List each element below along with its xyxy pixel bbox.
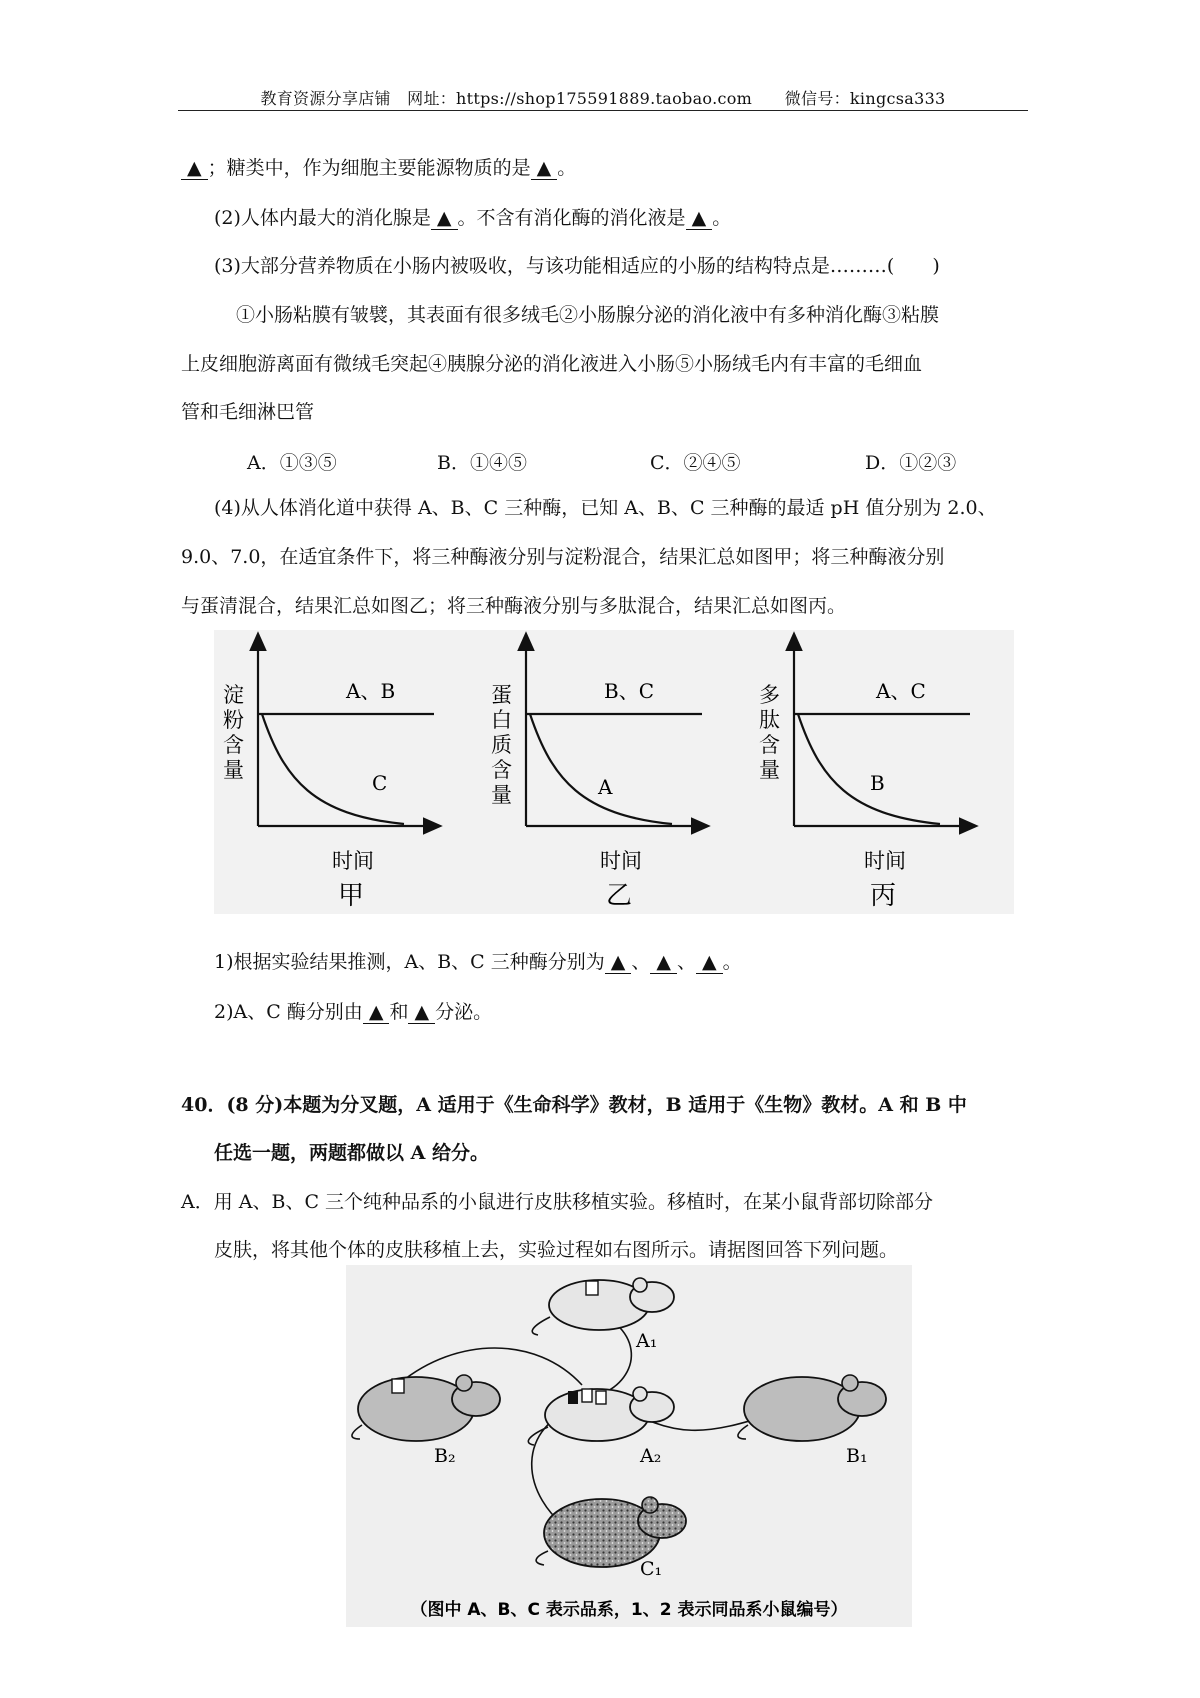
question-text: ；糖类中，作为细胞主要能源物质的是 — [207, 157, 531, 179]
question-4-line: 9.0、7.0，在适宜条件下，将三种酶液分别与淀粉混合，结果汇总如图甲；将三种酶液分别 — [181, 546, 945, 568]
x-axis-label: 时间 — [332, 849, 374, 873]
question-4-line: 与蛋清混合，结果汇总如图乙；将三种酶液分别与多肽混合，结果汇总如图丙。 — [181, 595, 847, 617]
question-3-option-text: ①小肠粘膜有皱襞，其表面有很多绒毛②小肠腺分泌的消化液中有多种消化酶③粘膜 — [236, 304, 940, 326]
question-text: (2)人体内最大的消化腺是 — [214, 207, 431, 229]
answer-blank: ▲ — [531, 157, 558, 180]
answer-blank: ▲ — [408, 1001, 435, 1024]
choice-c: C．②④⑤ — [650, 452, 741, 474]
question-text: 。 — [557, 157, 577, 179]
question-40a-line: 皮肤，将其他个体的皮肤移植上去，实验过程如右图所示。请据图回答下列问题。 — [214, 1239, 899, 1261]
label-b1: B₁ — [846, 1445, 868, 1467]
label-b2: B₂ — [434, 1445, 456, 1467]
curve-label: A — [598, 775, 613, 799]
sub-question-1 — [214, 950, 742, 974]
question-text: 。 — [722, 951, 742, 973]
question-text: 2)A、C 酶分别由 — [214, 1001, 363, 1023]
graph-name: 乙 — [606, 881, 633, 911]
question-40-line: 40．(8 分)本题为分叉题，A 适用于《生命科学》教材，B 适用于《生物》教材。A 和 B 中 — [181, 1094, 967, 1116]
question-text: 和 — [389, 1001, 409, 1023]
answer-blank: ▲ — [181, 157, 208, 180]
y-axis-label: 蛋白质含量 — [491, 683, 512, 807]
label-a1: A₁ — [636, 1330, 658, 1352]
choice-b: B．①④⑤ — [437, 452, 527, 474]
question-text: 。 — [712, 207, 732, 229]
answer-blank: ▲ — [696, 951, 723, 974]
question-4-line: (4)从人体消化道中获得 A、B、C 三种酶，已知 A、B、C 三种酶的最适 pH 值分别为 2.0、 — [214, 497, 997, 519]
question-text: 、 — [631, 951, 651, 973]
x-axis-label: 时间 — [864, 849, 906, 873]
label-a2: A₂ — [640, 1445, 662, 1467]
question-line-1 — [181, 156, 576, 180]
question-3: (3)大部分营养物质在小肠内被吸收，与该功能相适应的小肠的结构特点是………( ) — [214, 255, 940, 277]
question-text: 分泌。 — [435, 1001, 493, 1023]
curve-label: B — [870, 771, 885, 795]
question-40a-line: A．用 A、B、C 三个纯种品系的小鼠进行皮肤移植实验。移植时，在某小鼠背部切除部分 — [181, 1191, 934, 1213]
answer-blank: ▲ — [605, 951, 632, 974]
choice-a: A．①③⑤ — [247, 452, 337, 474]
y-axis-label: 多肽含量 — [759, 683, 780, 782]
question-40-line: 任选一题，两题都做以 A 给分。 — [214, 1142, 489, 1164]
x-axis-label: 时间 — [600, 849, 642, 873]
page-header: 教育资源分享店铺 网址：https://shop175591889.taobao.com 微信号：kingcsa333 — [260, 89, 946, 108]
question-text: 1)根据实验结果推测，A、B、C 三种酶分别为 — [214, 951, 605, 973]
figure-caption: （图中 A、B、C 表示品系，1、2 表示同品系小鼠编号） — [410, 1600, 848, 1620]
choice-d: D．①②③ — [865, 452, 957, 474]
curve-label: C — [372, 771, 388, 795]
answer-blank: ▲ — [650, 951, 677, 974]
y-axis-label: 淀粉含量 — [223, 683, 244, 782]
answer-blank: ▲ — [686, 207, 713, 230]
graph-name: 丙 — [870, 881, 897, 911]
question-3-option-text: 上皮细胞游离面有微绒毛突起④胰腺分泌的消化液进入小肠⑤小肠绒毛内有丰富的毛细血 — [181, 353, 923, 375]
flat-line-label: A、B — [346, 679, 396, 703]
question-text: 、 — [677, 951, 697, 973]
skin-graft-figure — [346, 1265, 912, 1627]
enzyme-graphs-figure — [214, 630, 1014, 914]
answer-blank: ▲ — [431, 207, 458, 230]
answer-blank: ▲ — [363, 1001, 390, 1024]
header-rule — [178, 110, 1028, 111]
flat-line-label: A、C — [876, 679, 926, 703]
question-2 — [214, 206, 731, 230]
sub-question-2 — [214, 1000, 492, 1024]
question-3-option-text: 管和毛细淋巴管 — [181, 401, 315, 423]
question-text: 。不含有消化酶的消化液是 — [457, 207, 686, 229]
graph-name: 甲 — [338, 881, 365, 911]
flat-line-label: B、C — [604, 679, 654, 703]
label-c1: C₁ — [640, 1558, 663, 1580]
